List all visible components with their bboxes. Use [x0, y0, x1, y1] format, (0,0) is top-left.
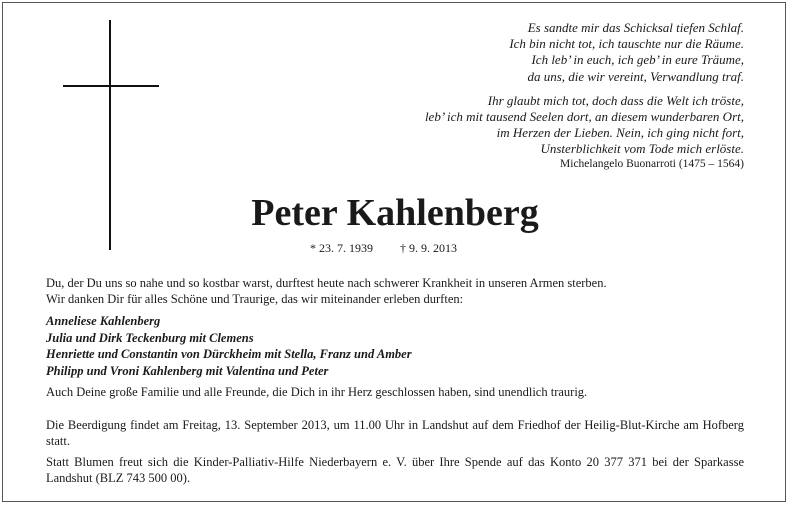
mourners-list — [46, 313, 412, 379]
mourner-entry: Anneliese Kahlenberg — [46, 314, 161, 328]
mourner-entry: Henriette und Constantin von Dürckheim mit Stella, Franz und Amber — [46, 347, 412, 361]
cross-horizontal-bar — [63, 85, 159, 87]
poem-line: Ihr glaubt mich tot, doch dass die Welt ich tröste, — [487, 92, 744, 108]
intro-text — [46, 276, 744, 307]
funeral-note: Die Beerdigung findet am Freitag, 13. September 2013, um 11.00 Uhr in Landshut auf dem Friedhof der Heilig-Blut-Kirche am Hofberg statt. — [46, 418, 744, 448]
poem-attribution: Michelangelo Buonarroti (1475 – 1564) — [560, 158, 744, 170]
poem — [425, 20, 744, 158]
mourner-entry: Philipp und Vroni Kahlenberg mit Valentina und Peter — [46, 363, 329, 378]
poem-line: im Herzen der Lieben. Nein, ich ging nicht fort, — [496, 125, 744, 141]
poem-line: Es sandte mir das Schicksal tiefen Schlaf. — [527, 20, 744, 35]
poem-line: da uns, die wir vereint, Verwandlung traf. — [527, 68, 744, 84]
poem-stanza-2 — [425, 93, 744, 158]
mourner-entry: Julia und Dirk Teckenburg mit Clemens — [46, 330, 254, 345]
poem-line: Ich leb’ in euch, ich geb’ in eure Träume, — [531, 52, 744, 68]
poem-line: Unsterblichkeit vom Tode mich erlöste. — [540, 141, 744, 157]
intro-line: Wir danken Dir für alles Schöne und Traurige, das wir miteinander erleben durften: — [46, 291, 464, 306]
life-dates — [310, 241, 457, 256]
poem-line: Ich bin nicht tot, ich tauschte nur die Räume. — [509, 36, 744, 52]
family-note: Auch Deine große Familie und alle Freunde, die Dich in ihr Herz geschlossen haben, sind unendlich traurig. — [46, 385, 588, 399]
poem-line: leb’ ich mit tausend Seelen dort, an diesem wunderbaren Ort, — [424, 109, 744, 125]
intro-line: Du, der Du uns so nahe und so kostbar warst, durftest heute nach schwerer Krankheit in unseren Armen sterben. — [46, 276, 607, 290]
donation-note: Statt Blumen freut sich die Kinder-Palliativ-Hilfe Niederbayern e. V. über Ihre Spende auf das Konto 20 377 371 bei der Sparkasse Landshut (BLZ 743 500 00). — [46, 455, 744, 485]
birth-date: * 23. 7. 1939 — [310, 241, 373, 255]
deceased-name: Peter Kahlenberg — [251, 192, 539, 234]
poem-stanza-1 — [425, 20, 744, 85]
death-date: † 9. 9. 2013 — [400, 241, 457, 255]
